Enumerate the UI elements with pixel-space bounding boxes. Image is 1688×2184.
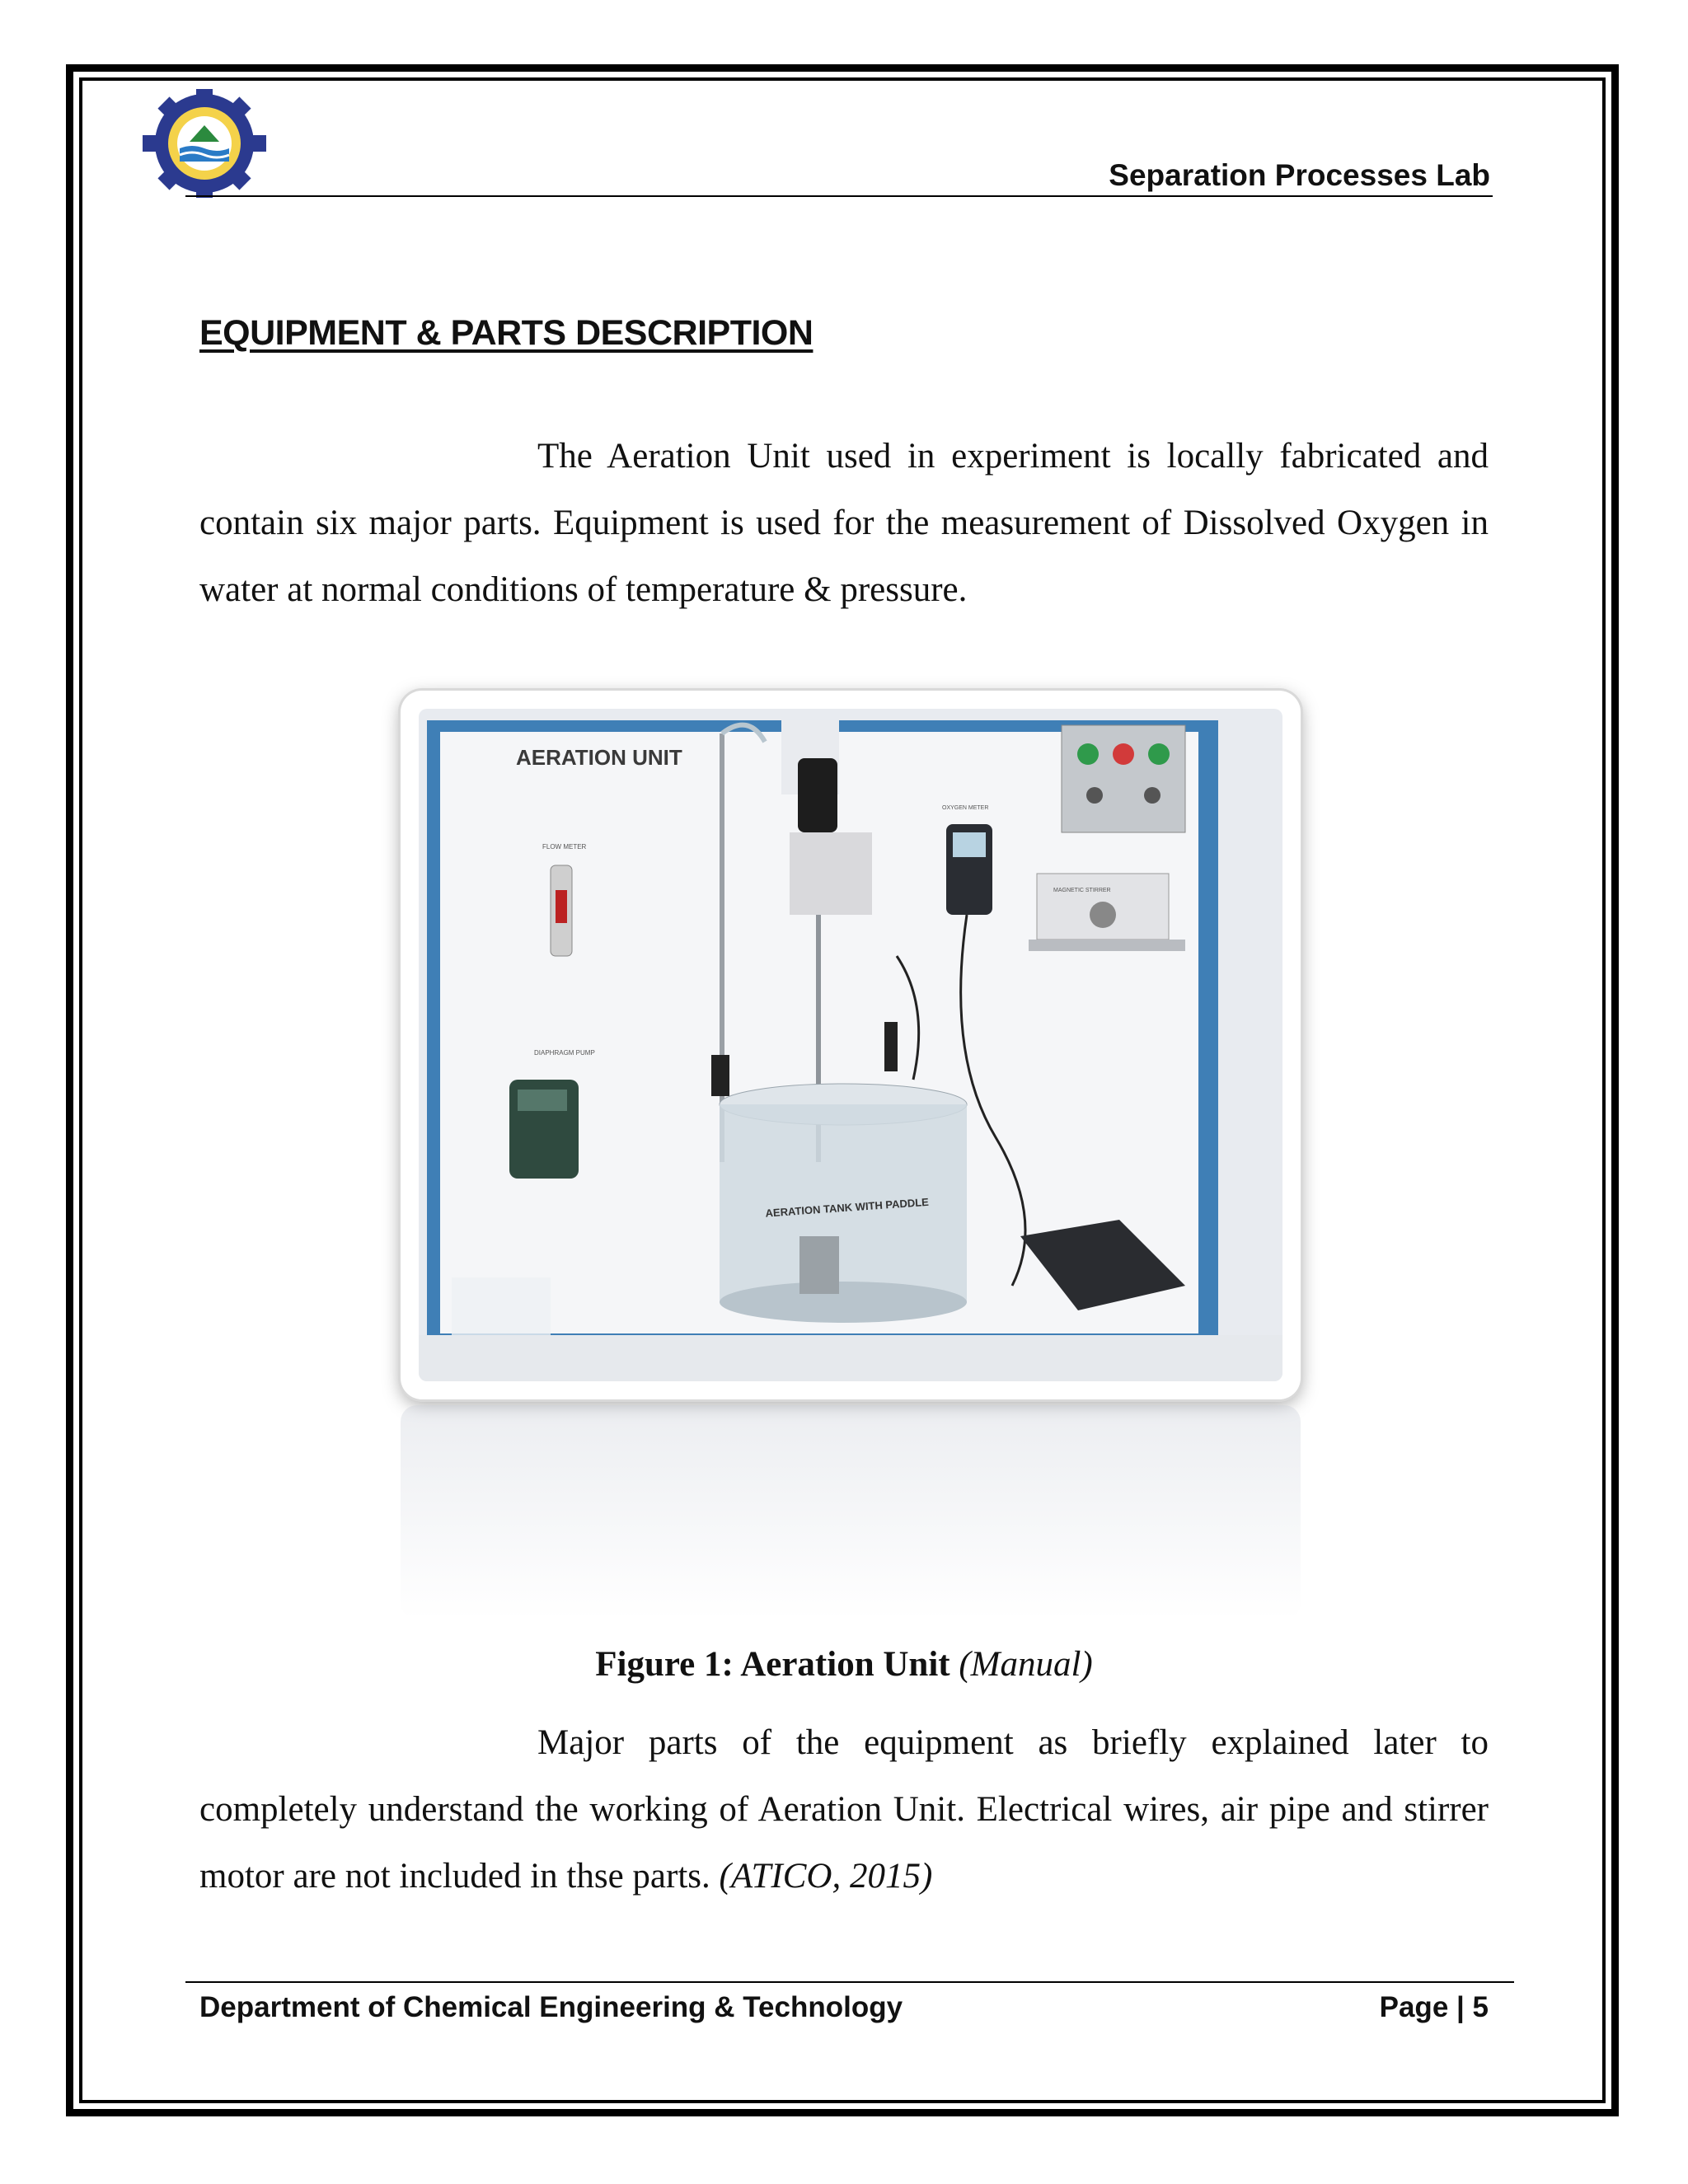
footer-page-number: Page | 5 <box>1379 1991 1489 2023</box>
aeration-unit-photo <box>419 709 1282 1381</box>
figure-caption-title: Figure 1: Aeration Unit <box>595 1645 950 1684</box>
photo-stirrer-label: MAGNETIC STIRRER <box>1053 888 1111 893</box>
photo-flowmeter-label: FLOW METER <box>542 843 587 851</box>
header-divider <box>185 195 1493 197</box>
figure-photo-frame <box>401 691 1301 1399</box>
parts-paragraph <box>199 1709 1489 1910</box>
figure-caption <box>0 1644 1688 1685</box>
parts-text: Major parts of the equipment as briefly explained later to completely understand the working of Aeration Unit. Electrical wires, air pipe and stirrer motor are not included in thse parts. <box>199 1723 1489 1896</box>
parts-citation: (ATICO, 2015) <box>719 1857 933 1896</box>
header-title: Separation Processes Lab <box>1109 158 1490 192</box>
intro-paragraph <box>199 423 1489 623</box>
photo-pump-label: DIAPHRAGM PUMP <box>534 1049 595 1057</box>
footer-department: Department of Chemical Engineering & Technology <box>199 1991 903 2023</box>
photo-meter-label: OXYGEN METER <box>942 805 989 811</box>
photo-board-label: AERATION UNIT <box>516 745 682 770</box>
photo-reflection <box>401 1405 1301 1619</box>
figure-caption-source: (Manual) <box>959 1645 1093 1684</box>
intro-text: The Aeration Unit used in experiment is locally fabricated and contain six major parts. Equipment is used for the measurement of Dissolved Oxygen in water at normal conditions of temperature & pressure. <box>199 437 1489 609</box>
footer-divider <box>185 1981 1514 1983</box>
photo-tank-label: AERATION TANK WITH PADDLE <box>765 1195 930 1220</box>
university-logo <box>140 89 269 198</box>
section-heading: EQUIPMENT & PARTS DESCRIPTION <box>199 313 814 353</box>
